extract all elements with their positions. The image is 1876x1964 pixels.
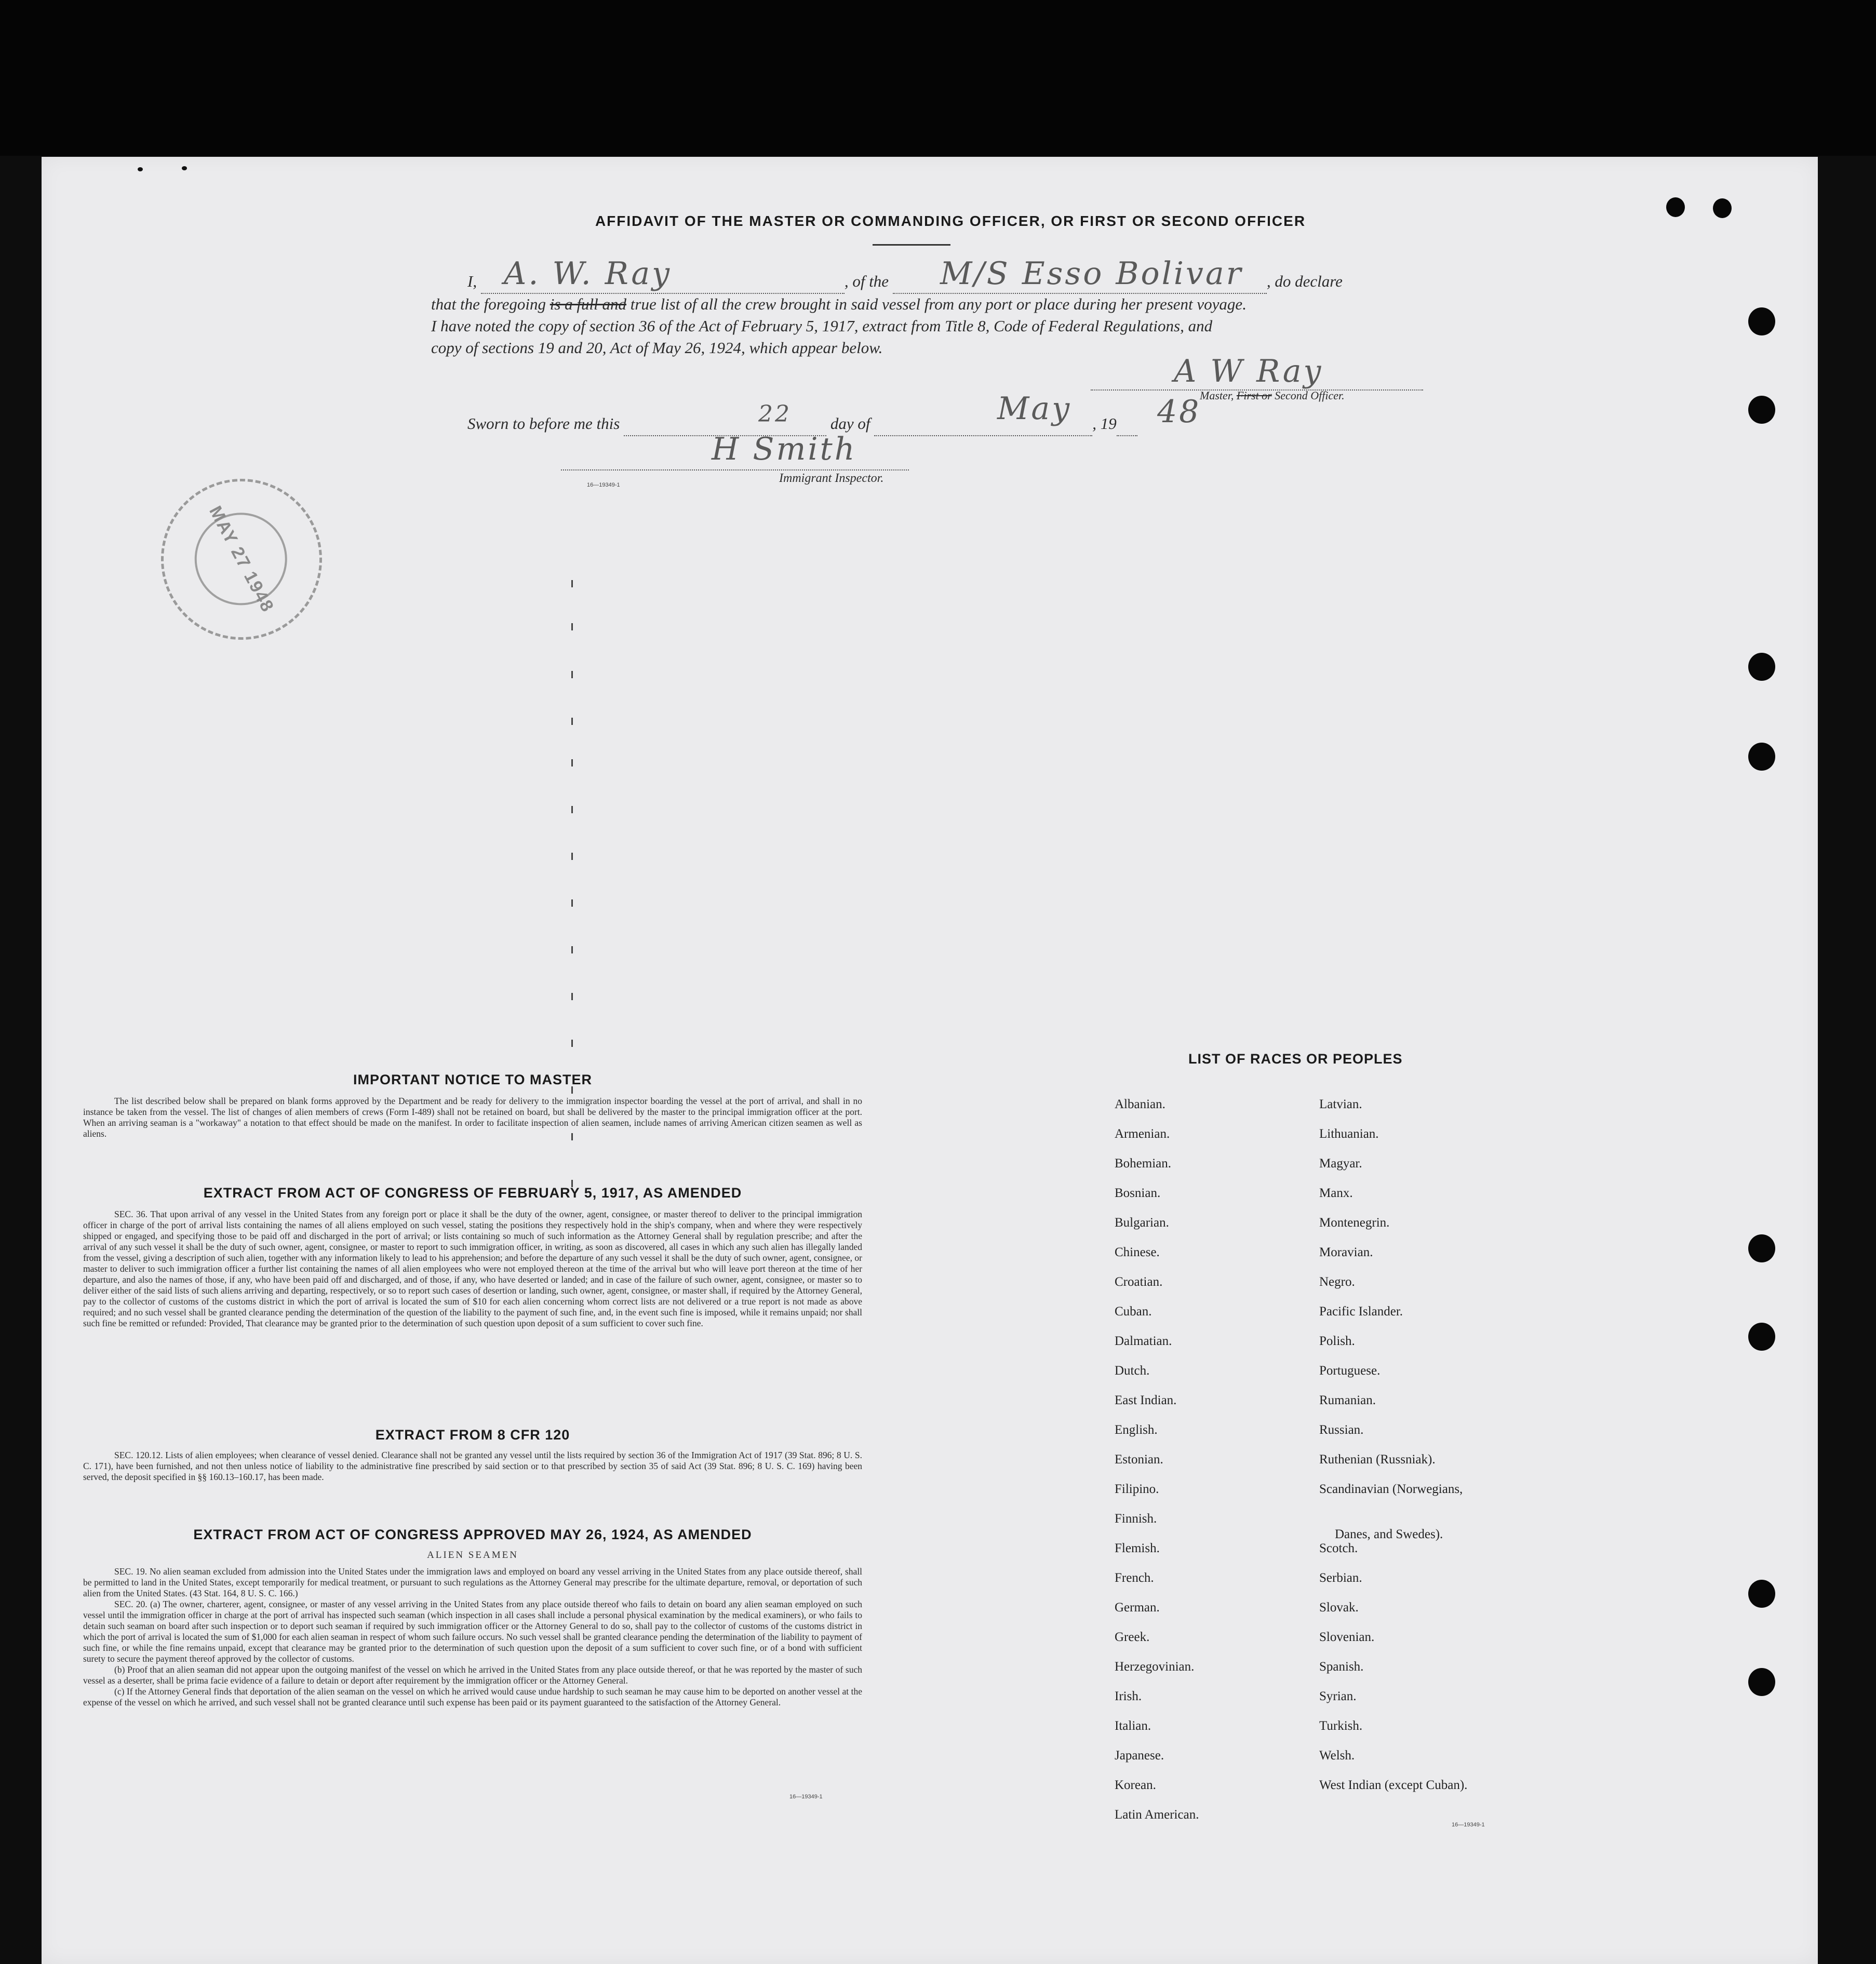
- extract-1917-text: SEC. 36. That upon arrival of any vessel in the United States from any foreign port or place it shall be the duty of the owner, agent, consignee, or master thereof to deliver to the principal immigration officer in charge of the port of arrival lists containing the names of all aliens employed on such vessel, stating the positions they respectively hold in the ship's company, when and where they were respectively shipped or engaged, and specifying those to be paid off and discharged in the port of arrival; or lists containing so much of such information as the Attorney General shall by regulation prescribe; and after the arrival of any such vessel it shall be the duty of such owner, agent, consignee, or master to report to such immigration officer, in writing, as soon as discovered, all cases in which any such alien has illegally landed from the vessel, giving a description of such alien, together with any information likely to lead to his apprehension; and before the departure of any such vessel it shall be the duty of such owner, agent, consignee, or master to deliver to such immigration officer a further list containing the names of all alien employees who were not employed thereon at the time of the arrival but who will leave port thereon at the time of her departure, and also the names of those, if any, who have been paid off and discharged, and of those, if any, who have deserted or landed; and in case of the failure of such owner, agent, consignee, or master so to deliver either of the said lists of such aliens arriving and departing, respectively, or so to report such cases of desertion or landing, such owner, agent, consignee, or master shall, if required by the Attorney General, pay to the collector of customs of the customs district in which the port of arrival is located the sum of $10 for each alien concerning whom correct lists are not delivered or a true report is not made as above required; and no such vessel shall be granted clearance pending the determination of the question of the liability to the payment of such fine, and, in the event such fine is imposed, while it remains unpaid; nor shall such fine be remitted or refunded: Provided, That clearance may be granted prior to the determination of such question upon deposit of a sum sufficient to cover such fine.: [83, 1209, 862, 1328]
- race-item: Croatian.: [1115, 1275, 1163, 1289]
- race-item: Slovak.: [1319, 1600, 1359, 1615]
- extract-1924-sec20b: (b) Proof that an alien seaman did not appear upon the outgoing manifest of the vessel on which he arrived in the United States from any place outside thereof, or that he was reported by the master of such vessel as a deserter, shall be prima facie evidence of a failure to detain or deport after requirement by the immigration officer or the Attorney General.: [83, 1664, 862, 1686]
- extract-1924-block: [83, 1566, 862, 1708]
- handwritten-month: May: [997, 391, 1072, 427]
- extract-1917-title: EXTRACT FROM ACT OF CONGRESS OF FEBRUARY 5, 1917, AS AMENDED: [203, 1185, 742, 1201]
- extract-8cfr-block: [83, 1450, 862, 1483]
- extract-1917-block: [83, 1209, 862, 1329]
- race-item: Japanese.: [1115, 1748, 1164, 1763]
- handwritten-vessel-name: M/S Esso Bolivar: [940, 255, 1243, 292]
- extract-1924-sec20a: SEC. 20. (a) The owner, charterer, agent, consignee, or master of any vessel arriving in the United States from any place outside thereof who fails to detain on board any alien seaman employed on such vessel until the immigration officer in charge at the port of arrival has inspected such seaman (which inspection in all cases shall include a personal physical examination by the medical examiners), or who fails to detain such seaman on board after such inspection or to deport such seaman if required by such immigration officer or the Attorney General to do so, shall pay to the collector of customs of the customs district in which the port of arrival is located the sum of $1,000 for each alien seaman in respect of whom such failure occurs. No such vessel shall be granted clearance pending the determination of the liability to payment of such fine, or while the fine remains unpaid, except that clearance may be granted prior to the determination of such question upon the deposit of a sum sufficient to cover such fine, or of a bond with sufficient surety to secure the payment thereof approved by the collector of customs.: [83, 1599, 862, 1664]
- handwritten-inspector: H Smith: [712, 431, 857, 467]
- race-item: Ruthenian (Russniak).: [1319, 1452, 1436, 1467]
- master-label: Master, First or Second Officer.: [1200, 389, 1345, 402]
- race-item: Herzegovinian.: [1115, 1660, 1195, 1674]
- races-left-column: [1115, 1097, 1312, 1824]
- race-item: Albanian.: [1115, 1097, 1165, 1111]
- race-item: Magyar.: [1319, 1156, 1362, 1171]
- notice-title: IMPORTANT NOTICE TO MASTER: [353, 1072, 592, 1087]
- race-item: Italian.: [1115, 1719, 1151, 1733]
- document-page: [42, 157, 1818, 1964]
- race-item: Bohemian.: [1115, 1156, 1172, 1171]
- races-right-column: [1319, 1097, 1569, 1824]
- affidavit-line-2: that the foregoing is a full and true list of all the crew brought in said vessel from any port or place during her present voyage.: [431, 295, 1247, 313]
- race-item: Bulgarian.: [1115, 1216, 1169, 1230]
- race-item: Russian.: [1319, 1423, 1364, 1437]
- race-item: Negro.: [1319, 1275, 1355, 1289]
- race-item: Moravian.: [1319, 1245, 1373, 1259]
- race-item: Scandinavian (Norwegians,: [1319, 1482, 1463, 1496]
- race-item: Estonian.: [1115, 1452, 1163, 1467]
- race-item: Korean.: [1115, 1778, 1156, 1792]
- race-item: Danes, and Swedes).: [1335, 1527, 1443, 1541]
- race-item: Montenegrin.: [1319, 1216, 1390, 1230]
- race-item: Turkish.: [1319, 1719, 1363, 1733]
- race-item: Dalmatian.: [1115, 1334, 1172, 1348]
- race-item: Greek.: [1115, 1630, 1150, 1644]
- handwritten-signature: A W Ray: [1174, 353, 1323, 389]
- punch-hole: [1748, 1323, 1775, 1351]
- race-item: Syrian.: [1319, 1689, 1357, 1703]
- i-prefix: I,: [467, 272, 477, 290]
- race-item: English.: [1115, 1423, 1158, 1437]
- form-code-bottom-right: 16—19349-1: [1452, 1822, 1485, 1828]
- race-item: Bosnian.: [1115, 1186, 1161, 1200]
- races-title: LIST OF RACES OR PEOPLES: [1188, 1051, 1403, 1067]
- race-item: Latvian.: [1319, 1097, 1362, 1111]
- dust-speck: [182, 166, 187, 170]
- race-item: Serbian.: [1319, 1571, 1362, 1585]
- race-item: Polish.: [1319, 1334, 1355, 1348]
- date-stamp: [140, 458, 343, 661]
- race-item: West Indian (except Cuban).: [1319, 1778, 1468, 1792]
- race-item: Welsh.: [1319, 1748, 1355, 1763]
- race-item: East Indian.: [1115, 1393, 1177, 1407]
- inspector-label: Immigrant Inspector.: [779, 472, 884, 485]
- struck-text: is a full and: [550, 295, 627, 313]
- extract-1924-sec19: SEC. 19. No alien seaman excluded from admission into the United States under the immigration laws and employed on board any vessel arriving in the United States from any place outside thereof, shall be permitted to land in the United States, except temporarily for medical treatment, or pursuant to such regulations as the Attorney General may prescribe for the ultimate departure, removal, or deportation of such alien from the United States. (43 Stat. 164, 8 U. S. C. 166.): [83, 1566, 862, 1598]
- dust-speck: [138, 167, 143, 171]
- form-code-top: 16—19349-1: [587, 482, 620, 488]
- punch-hole: [1748, 743, 1775, 771]
- extract-8cfr-title: EXTRACT FROM 8 CFR 120: [375, 1427, 570, 1443]
- race-item: Cuban.: [1115, 1304, 1152, 1319]
- extract-8cfr-text: SEC. 120.12. Lists of alien employees; when clearance of vessel denied. Clearance shall not be granted any vessel until the lists required by section 36 of the Immigration Act of 1917 (39 Stat. 896; 8 U. S. C. 171), have been furnished, and not then unless notice of liability to the administrative fine prescribed by said section or to that prescribed by section 35 of said Act (39 Stat. 896; 8 U. S. C. 169) having been served, the deposit specified in §§ 160.13–160.17, has been made.: [83, 1450, 862, 1482]
- sworn-line: Sworn to before me this day of , 19: [467, 412, 1137, 436]
- race-item: Finnish.: [1115, 1512, 1157, 1526]
- scan-background: [0, 0, 1876, 156]
- race-item: Slovenian.: [1319, 1630, 1375, 1644]
- of-the-label: , of the: [844, 272, 889, 290]
- race-item: Flemish.: [1115, 1541, 1160, 1555]
- affidavit-title: AFFIDAVIT OF THE MASTER OR COMMANDING OFFICER, OR FIRST OR SECOND OFFICER: [595, 213, 1306, 229]
- race-item: Manx.: [1319, 1186, 1353, 1200]
- race-item: German.: [1115, 1600, 1160, 1615]
- race-item: Latin American.: [1115, 1808, 1199, 1822]
- race-item: Rumanian.: [1319, 1393, 1376, 1407]
- notice-text-block: [83, 1096, 862, 1139]
- race-item: Lithuanian.: [1319, 1127, 1379, 1141]
- do-declare-label: , do declare: [1266, 272, 1343, 290]
- race-item: French.: [1115, 1571, 1154, 1585]
- punch-hole: [1748, 396, 1775, 424]
- race-item: Portuguese.: [1319, 1364, 1381, 1378]
- extract-1924-sec20c: (c) If the Attorney General finds that deportation of the alien seaman on the vessel on which he arrived would cause undue hardship to such seaman he may cause him to be deported on another vessel at the expense of the vessel on which he arrived, and such vessel shall not be granted clearance until such expense has been paid or its payment guaranteed to the satisfaction of the Attorney General.: [83, 1686, 862, 1707]
- handwritten-year: 48: [1157, 394, 1201, 430]
- race-item: Filipino.: [1115, 1482, 1159, 1496]
- punch-hole: [1748, 1580, 1775, 1608]
- race-item: Dutch.: [1115, 1364, 1150, 1378]
- punch-hole: [1748, 653, 1775, 681]
- handwritten-day: 22: [758, 401, 792, 427]
- form-code-bottom-left: 16—19349-1: [789, 1794, 823, 1800]
- punch-hole: [1748, 307, 1775, 335]
- race-item: Irish.: [1115, 1689, 1142, 1703]
- alien-seamen-subtitle: ALIEN SEAMEN: [427, 1550, 518, 1561]
- affidavit-line-3: I have noted the copy of section 36 of the Act of February 5, 1917, extract from Title 8, Code of Federal Regulations, and: [431, 317, 1213, 335]
- punch-hole: [1748, 1668, 1775, 1696]
- race-item: Chinese.: [1115, 1245, 1160, 1259]
- title-rule: [873, 244, 950, 246]
- race-item: Scotch.: [1319, 1541, 1358, 1555]
- extract-1924-title: EXTRACT FROM ACT OF CONGRESS APPROVED MAY 26, 1924, AS AMENDED: [193, 1527, 752, 1542]
- handwritten-master-name: A. W. Ray: [504, 255, 672, 292]
- race-item: Armenian.: [1115, 1127, 1170, 1141]
- notice-text: The list described below shall be prepared on blank forms approved by the Department and be ready for delivery to the immigration inspector boarding the vessel at the port of arrival, and shall in no instance be taken from the vessel. The list of changes of alien members of crews (Form I-489) shall not be retained on board, but shall be delivered by the master to the principal immigration officer at the port. When an arriving seaman is a "workaway" a notation to that effect should be made on the manifest. In order to facilitate inspection of alien seamen, include names of arriving American citizen seamen as well as aliens.: [83, 1096, 862, 1139]
- stamp-date: MAY 27 1948: [205, 502, 278, 616]
- race-item: Spanish.: [1319, 1660, 1364, 1674]
- punch-hole: [1748, 1234, 1775, 1262]
- race-item: Pacific Islander.: [1319, 1304, 1403, 1319]
- affidavit-line-4: copy of sections 19 and 20, Act of May 26, 1924, which appear below.: [431, 339, 883, 357]
